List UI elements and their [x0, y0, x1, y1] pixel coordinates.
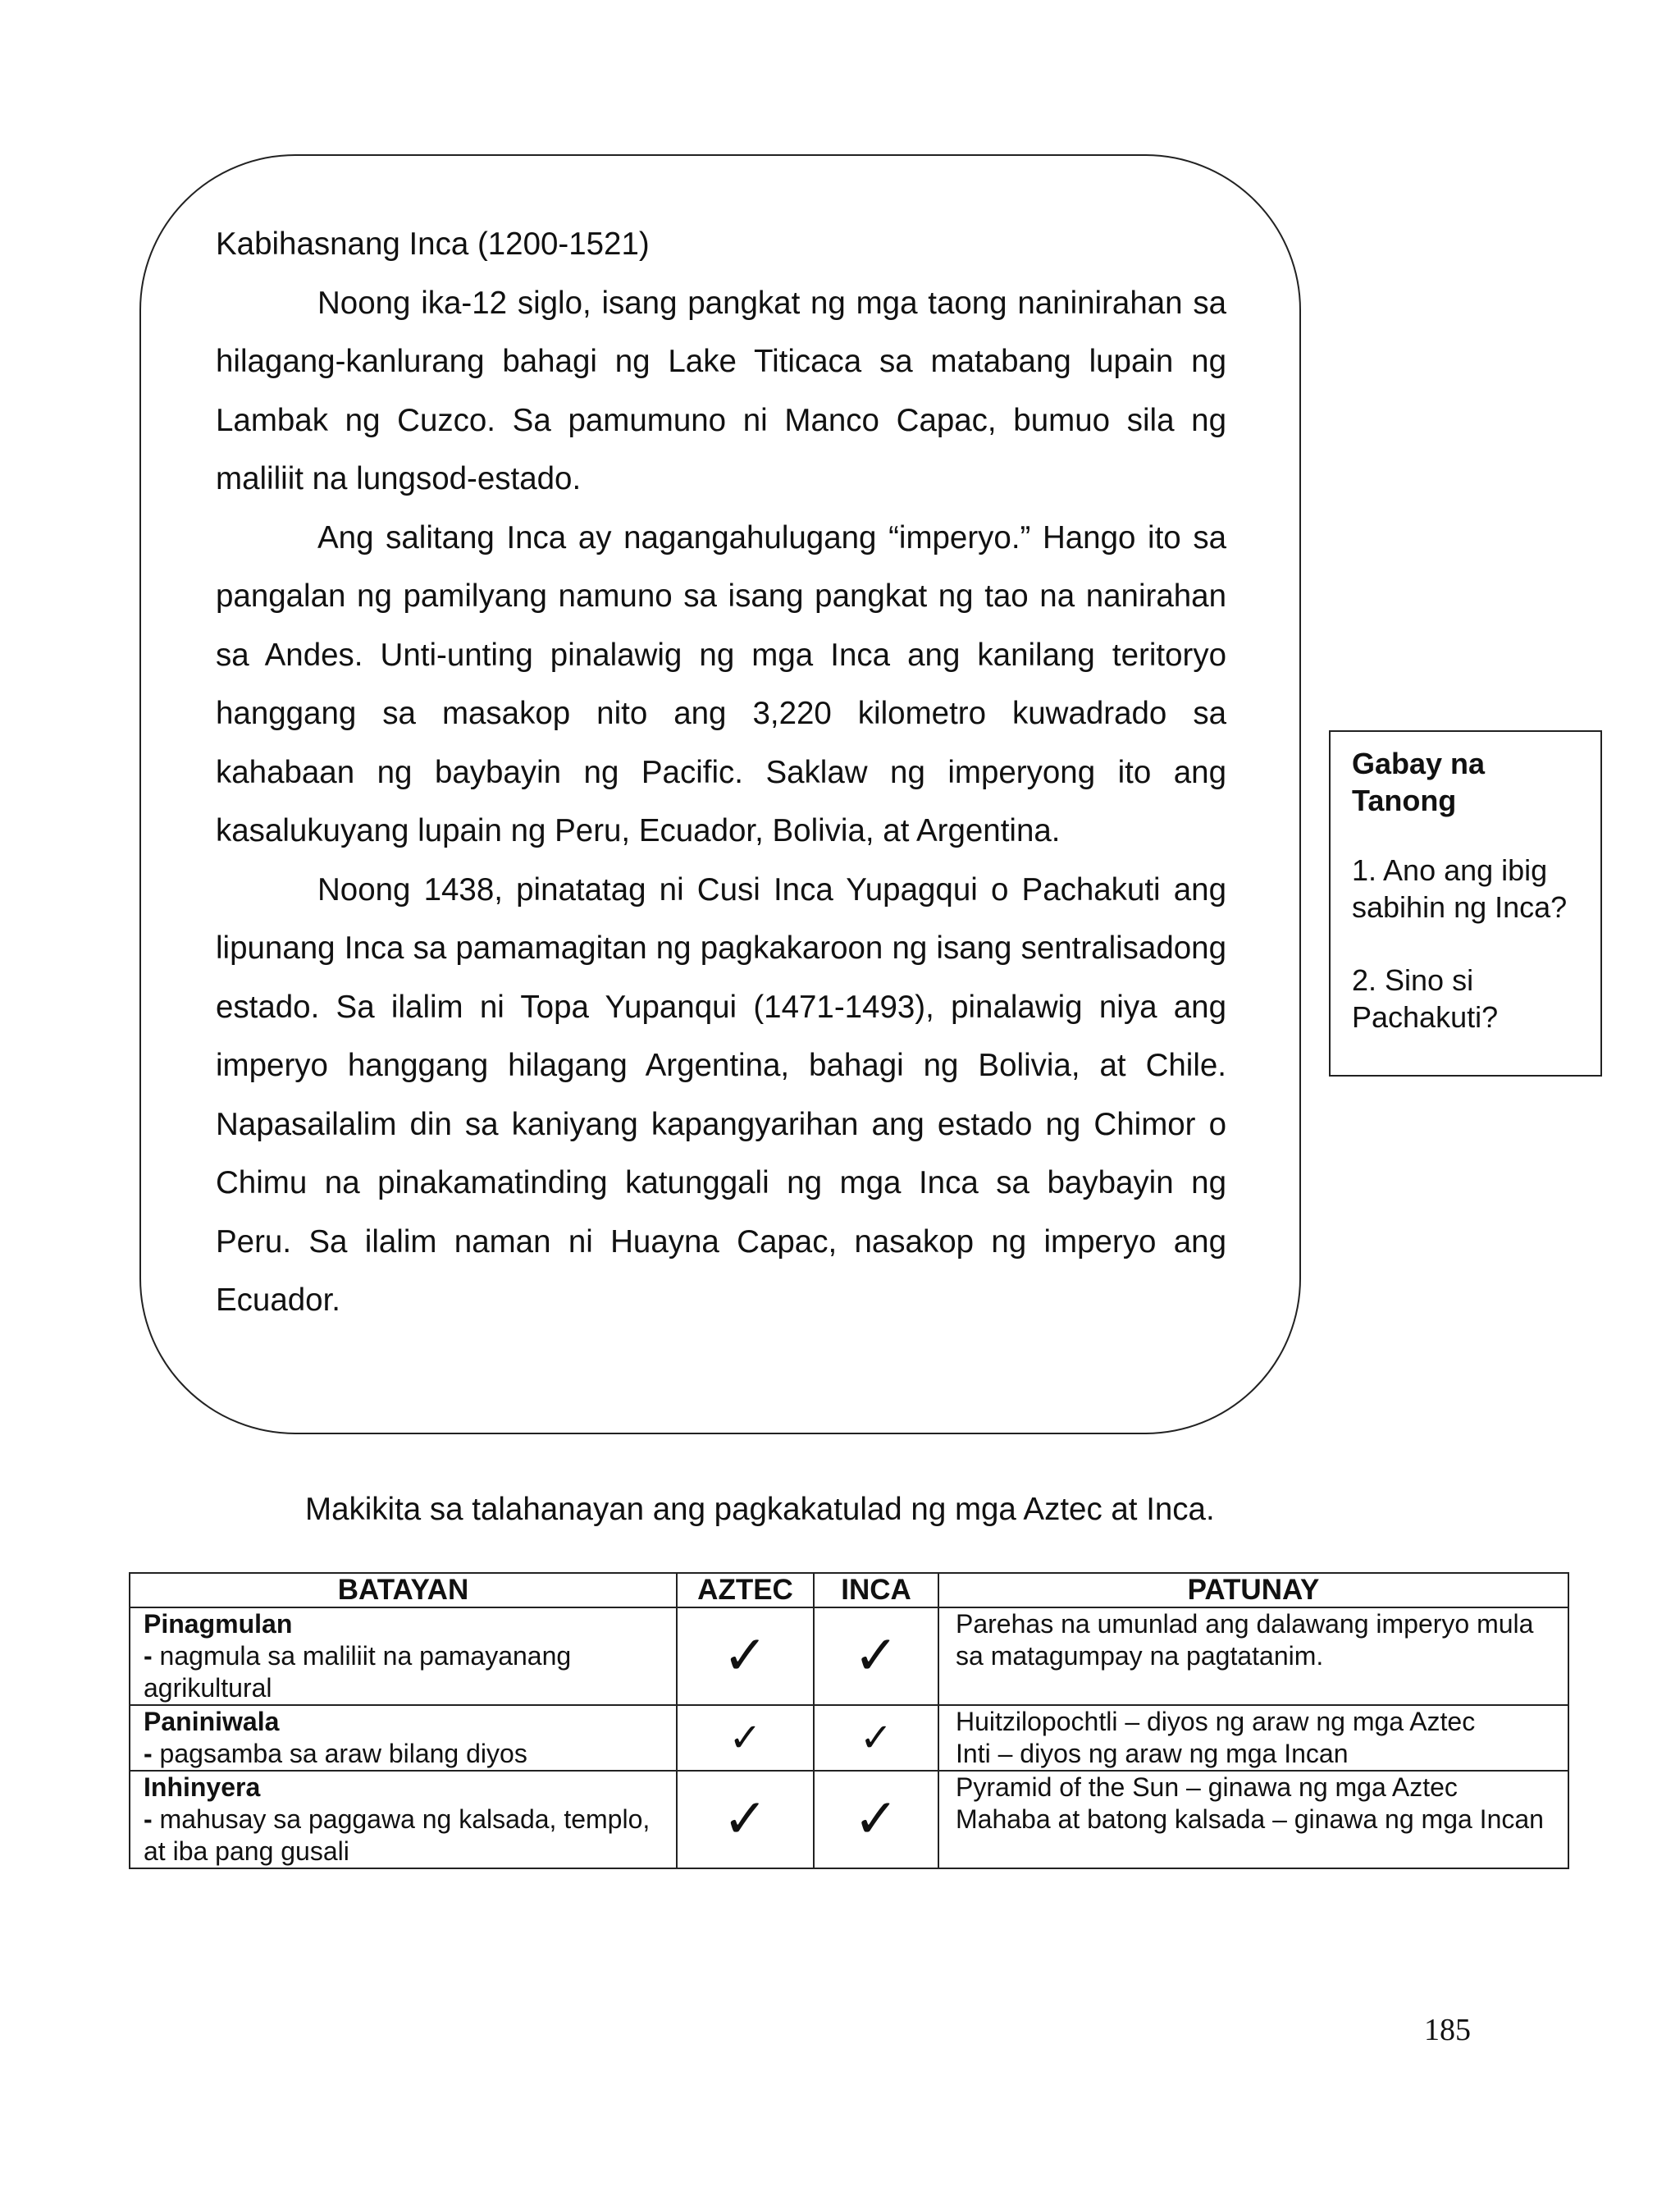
guide-questions-box: [1329, 730, 1602, 1077]
table-intro-text: Makikita sa talahanayan ang pagkakatulad ng mga Aztec at Inca.: [305, 1492, 1215, 1527]
checkmark-icon: ✓: [853, 1787, 899, 1850]
table-row: [130, 1607, 1568, 1705]
story-paragraph-2: Ang salitang Inca ay nagangahulugang “imperyo.” Hango ito sa pangalan ng pamilyang namuno sa isang pangkat ng tao na nanirahan sa Andes. Unti-unting pinalawig ng mga Inca ang kanilang teritoryo hanggang sa masakop nito ang 3,220 kilometro kuwadrado sa kahabaan ng baybayin ng Pacific. Saklaw ng imperyong ito ang kasalukuyang lupain ng Peru, Ecuador, Bolivia, at Argentina.: [216, 519, 1226, 848]
criterion-dash: -: [144, 1641, 160, 1671]
header-patunay: PATUNAY: [938, 1573, 1568, 1607]
proof-line: Inti – diyos ng araw ng mga Incan: [956, 1739, 1349, 1768]
checkmark-icon: ✓: [853, 1624, 899, 1687]
proof-line: Parehas na umunlad ang dalawang imperyo mula sa matagumpay na pagtatanim.: [956, 1609, 1534, 1671]
story-heading: Kabihasnang Inca (1200-1521): [216, 226, 650, 262]
story-paragraph-3: Noong 1438, pinatatag ni Cusi Inca Yupagqui o Pachakuti ang lipunang Inca sa pamamagitan ng pagkakaroon ng isang sentralisadong estado. Sa ilalim ni Topa Yupanqui (1471-1493), pinalawig niya ang imperyo hanggang hilagang Argentina, bahagi ng Bolivia, at Chile. Napasailalim din sa kaniyang kapangyarihan ang estado ng Chimor o Chimu na pinakamatinding katunggali ng mga Inca sa baybayin ng Peru. Sa ilalim naman ni Huayna Capac, nasakop ng imperyo ang Ecuador.: [216, 871, 1226, 1318]
proof-line: Mahaba at batong kalsada – ginawa ng mga Incan: [956, 1804, 1544, 1834]
criterion-cell: [130, 1607, 677, 1705]
aztec-check-cell: [677, 1771, 814, 1868]
criterion-description: nagmula sa maliliit na pamayanang agrikultural: [144, 1641, 572, 1703]
header-aztec: AZTEC: [677, 1573, 814, 1607]
inca-check-cell: [814, 1705, 938, 1771]
proof-line: Huitzilopochtli – diyos ng araw ng mga Aztec: [956, 1707, 1476, 1736]
criterion-title: Pinagmulan: [144, 1609, 293, 1639]
story-text: [216, 215, 1226, 1330]
table-row: [130, 1771, 1568, 1868]
criterion-title: Inhinyera: [144, 1772, 261, 1802]
inca-check-cell: [814, 1771, 938, 1868]
checkmark-icon: ✓: [859, 1715, 893, 1761]
checkmark-icon: ✓: [728, 1715, 762, 1761]
header-batayan: BATAYAN: [130, 1573, 677, 1607]
criterion-title: Paniniwala: [144, 1707, 280, 1736]
proof-cell: [938, 1771, 1568, 1868]
criterion-cell: [130, 1771, 677, 1868]
checkmark-icon: ✓: [722, 1787, 769, 1850]
table-header-row: [130, 1573, 1568, 1607]
aztec-check-cell: [677, 1607, 814, 1705]
criterion-description: mahusay sa paggawa ng kalsada, templo, at iba pang gusali: [144, 1804, 651, 1866]
comparison-table: [129, 1572, 1569, 1869]
guide-question-1: 1. Ano ang ibig sabihin ng Inca?: [1352, 853, 1568, 924]
criterion-description: pagsamba sa araw bilang diyos: [159, 1739, 527, 1768]
page-number: 185: [1424, 2013, 1471, 2047]
criterion-dash: -: [144, 1804, 160, 1834]
proof-line: Pyramid of the Sun – ginawa ng mga Aztec: [956, 1772, 1458, 1802]
criterion-dash: -: [144, 1739, 160, 1768]
criterion-cell: [130, 1705, 677, 1771]
aztec-check-cell: [677, 1705, 814, 1771]
proof-cell: [938, 1607, 1568, 1705]
guide-title: Gabay na Tanong: [1352, 747, 1486, 817]
story-paragraph-1: Noong ika-12 siglo, isang pangkat ng mga taong naninirahan sa hilagang-kanlurang bahagi ng Lake Titicaca sa matabang lupain ng Lambak ng Cuzco. Sa pamumuno ni Manco Capac, bumuo sila ng maliliit na lungsod-estado.: [216, 285, 1226, 496]
guide-question-2: 2. Sino si Pachakuti?: [1352, 963, 1499, 1034]
checkmark-icon: ✓: [722, 1624, 769, 1687]
table-row: [130, 1705, 1568, 1771]
header-inca: INCA: [814, 1573, 938, 1607]
inca-check-cell: [814, 1607, 938, 1705]
proof-cell: [938, 1705, 1568, 1771]
